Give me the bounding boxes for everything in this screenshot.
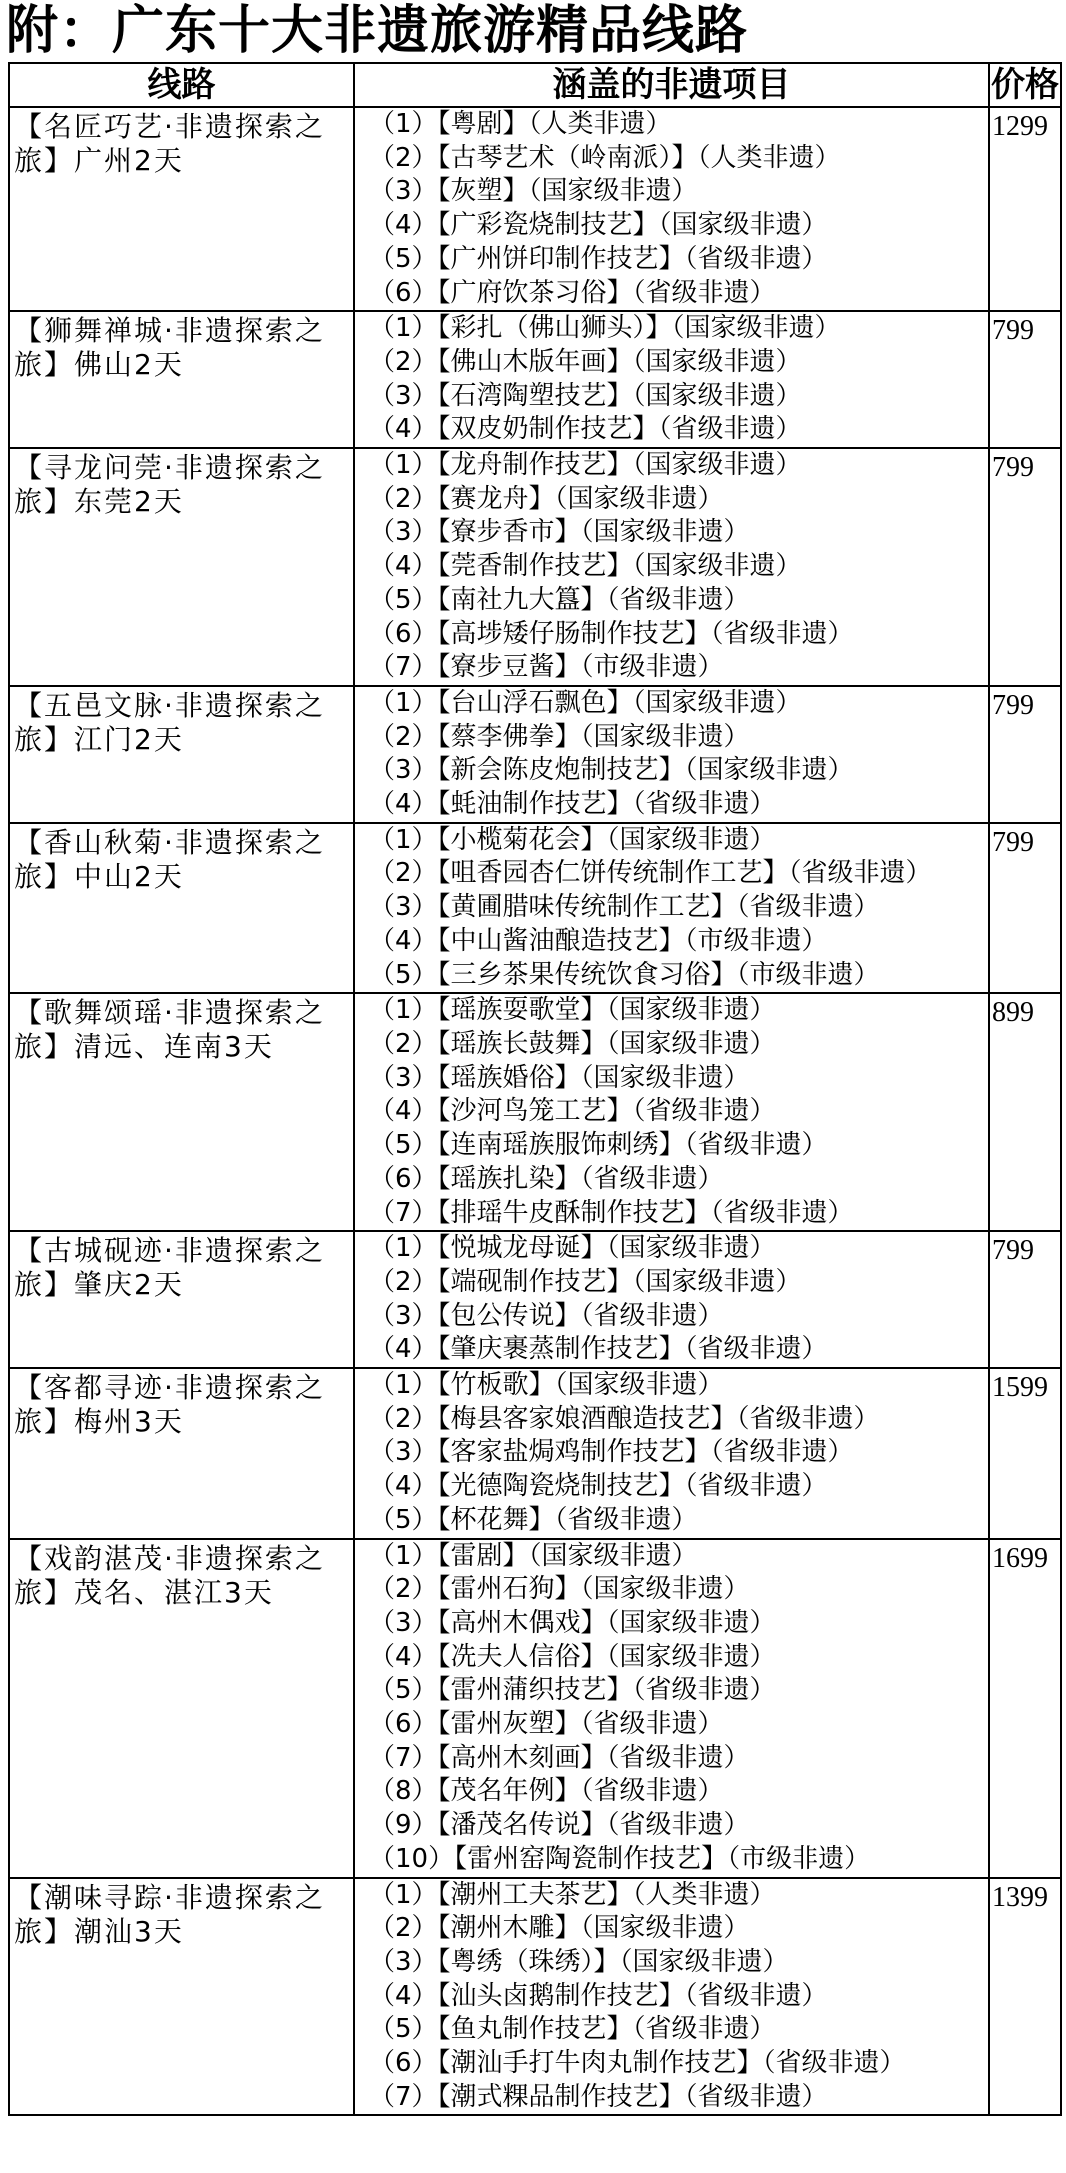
heritage-item: （1）【雷剧】（国家级非遗） (369, 1540, 698, 1571)
heritage-item: （2）【潮州木雕】（国家级非遗） (369, 1913, 750, 1944)
route-name: 【寻龙问莞·非遗探索之旅】东莞2天 (14, 451, 325, 519)
heritage-item: （6）【雷州灰塑】（省级非遗） (369, 1709, 724, 1740)
route-cell (9, 1539, 354, 1878)
price-value: 799 (992, 452, 1034, 484)
heritage-item: （3）【客家盐焗鸡制作技艺】（省级非遗） (369, 1437, 854, 1468)
heritage-items-list (355, 687, 988, 822)
price-cell (989, 311, 1061, 448)
heritage-item: （2）【佛山木版年画】（国家级非遗） (369, 346, 802, 377)
price-column-header: 价格 (991, 65, 1059, 105)
heritage-items-list (355, 994, 988, 1230)
table-row (9, 448, 1061, 686)
heritage-item: （3）【新会陈皮炮制技艺】（国家级非遗） (369, 755, 854, 786)
table-row (9, 993, 1061, 1231)
price-cell (989, 993, 1061, 1231)
heritage-item: （7）【高州木刻画】（省级非遗） (369, 1742, 750, 1773)
price-value: 799 (992, 826, 1034, 858)
heritage-item: （5）【连南瑶族服饰刺绣】（省级非遗） (369, 1130, 828, 1161)
heritage-item: （5）【雷州蒲织技艺】（省级非遗） (369, 1675, 776, 1706)
heritage-items-list (355, 1879, 988, 2115)
price-value: 1699 (992, 1542, 1048, 1574)
price-cell (989, 107, 1061, 311)
route-cell (9, 1231, 354, 1368)
heritage-item: （1）【潮州工夫茶艺】（人类非遗） (369, 1879, 776, 1910)
heritage-item: （2）【蔡李佛拳】（国家级非遗） (369, 721, 750, 752)
route-name: 【狮舞禅城·非遗探索之旅】佛山2天 (14, 314, 325, 382)
price-cell (989, 686, 1061, 823)
price-value: 799 (992, 689, 1034, 721)
heritage-item: （1）【龙舟制作技艺】（国家级非遗） (369, 450, 802, 481)
table-row (9, 686, 1061, 823)
route-cell (9, 823, 354, 994)
heritage-items-cell (354, 686, 989, 823)
heritage-item: （10）【雷州窑陶瓷制作技艺】（市级非遗） (369, 1843, 871, 1874)
heritage-item: （1）【台山浮石飘色】（国家级非遗） (369, 687, 802, 718)
heritage-item: （2）【瑶族长鼓舞】（国家级非遗） (369, 1028, 776, 1059)
route-cell (9, 1368, 354, 1539)
heritage-items-list (355, 1232, 988, 1367)
price-cell (989, 448, 1061, 686)
route-name: 【香山秋菊·非遗探索之旅】中山2天 (14, 825, 325, 893)
page-title: 附：广东十大非遗旅游精品线路 (6, 1, 749, 61)
table-row (9, 1231, 1061, 1368)
heritage-item: （7）【潮式粿品制作技艺】（省级非遗） (369, 2081, 828, 2112)
heritage-item: （4）【肇庆裹蒸制作技艺】（省级非遗） (369, 1334, 828, 1365)
heritage-items-list (355, 312, 988, 447)
route-cell (9, 1878, 354, 2116)
heritage-item: （6）【瑶族扎染】（省级非遗） (369, 1163, 724, 1194)
heritage-item: （3）【灰塑】（国家级非遗） (369, 176, 698, 207)
table-header-row (9, 63, 1061, 107)
price-cell (989, 1539, 1061, 1878)
route-name: 【五邑文脉·非遗探索之旅】江门2天 (14, 688, 325, 756)
route-name: 【歌舞颂瑶·非遗探索之旅】清远、连南3天 (14, 996, 325, 1064)
heritage-items-list (355, 449, 988, 685)
heritage-item: （5）【广州饼印制作技艺】（省级非遗） (369, 243, 828, 274)
heritage-item: （1）【瑶族耍歌堂】（国家级非遗） (369, 995, 776, 1026)
route-name: 【名匠巧艺·非遗探索之旅】广州2天 (14, 110, 325, 177)
heritage-items-list (355, 1369, 988, 1538)
price-cell (989, 1368, 1061, 1539)
price-cell (989, 1878, 1061, 2116)
heritage-item: （2）【咀香园杏仁饼传统制作工艺】（省级非遗） (369, 858, 932, 889)
heritage-item: （4）【莞香制作技艺】（国家级非遗） (369, 551, 802, 582)
route-cell (9, 993, 354, 1231)
heritage-items-cell (354, 1878, 989, 2116)
price-value: 1399 (992, 1881, 1048, 1913)
heritage-item: （4）【光德陶瓷烧制技艺】（省级非遗） (369, 1471, 828, 1502)
route-name: 【潮味寻踪·非遗探索之旅】潮汕3天 (14, 1880, 325, 1948)
heritage-items-list (355, 108, 988, 310)
items-column-header: 涵盖的非遗项目 (354, 63, 989, 107)
route-cell (9, 448, 354, 686)
route-name: 【戏韵湛茂·非遗探索之旅】茂名、湛江3天 (14, 1541, 325, 1609)
heritage-item: （8）【茂名年例】（省级非遗） (369, 1776, 724, 1807)
heritage-item: （5）【鱼丸制作技艺】（省级非遗） (369, 2014, 776, 2045)
heritage-item: （6）【高埗矮仔肠制作技艺】（省级非遗） (369, 618, 854, 649)
price-value: 799 (992, 315, 1034, 347)
heritage-item: （3）【寮步香市】（国家级非遗） (369, 517, 750, 548)
heritage-items-cell (354, 993, 989, 1231)
route-name: 【古城砚迹·非遗探索之旅】肇庆2天 (14, 1234, 325, 1302)
heritage-item: （3）【石湾陶塑技艺】（国家级非遗） (369, 380, 802, 411)
heritage-items-cell (354, 448, 989, 686)
heritage-item: （2）【古琴艺术（岭南派）】（人类非遗） (369, 142, 841, 173)
routes-table (8, 62, 1062, 2116)
heritage-item: （3）【黄圃腊味传统制作工艺】（省级非遗） (369, 892, 880, 923)
heritage-item: （4）【双皮奶制作技艺】（省级非遗） (369, 414, 802, 445)
route-column-header: 线路 (9, 63, 354, 107)
heritage-item: （6）【潮汕手打牛肉丸制作技艺】（省级非遗） (369, 2048, 906, 2079)
heritage-items-cell (354, 311, 989, 448)
heritage-item: （4）【冼夫人信俗】（国家级非遗） (369, 1641, 776, 1672)
heritage-item: （6）【广府饮茶习俗】（省级非遗） (369, 277, 776, 308)
route-name: 【客都寻迹·非遗探索之旅】梅州3天 (14, 1371, 325, 1439)
heritage-item: （7）【排瑶牛皮酥制作技艺】（省级非遗） (369, 1197, 854, 1228)
heritage-item: （1）【彩扎（佛山狮头）】（国家级非遗） (369, 313, 841, 344)
table-row (9, 1368, 1061, 1539)
table-row (9, 1539, 1061, 1878)
route-cell (9, 686, 354, 823)
routes-table-body (9, 107, 1061, 2115)
heritage-item: （4）【蚝油制作技艺】（省级非遗） (369, 789, 776, 820)
heritage-item: （3）【粤绣（珠绣）】（国家级非遗） (369, 1946, 789, 1977)
price-cell (989, 823, 1061, 994)
heritage-item: （2）【端砚制作技艺】（国家级非遗） (369, 1266, 802, 1297)
heritage-item: （2）【赛龙舟】（国家级非遗） (369, 483, 724, 514)
heritage-item: （1）【竹板歌】（国家级非遗） (369, 1370, 724, 1401)
heritage-item: （9）【潘茂名传说】（省级非遗） (369, 1810, 750, 1841)
table-row (9, 311, 1061, 448)
heritage-item: （2）【梅县客家娘酒酿造技艺】（省级非遗） (369, 1403, 880, 1434)
heritage-item: （4）【汕头卤鹅制作技艺】（省级非遗） (369, 1980, 828, 2011)
heritage-items-cell (354, 1539, 989, 1878)
heritage-items-cell (354, 107, 989, 311)
heritage-items-cell (354, 1231, 989, 1368)
heritage-items-list (355, 1540, 988, 1877)
heritage-item: （5）【杯花舞】（省级非遗） (369, 1504, 698, 1535)
heritage-item: （2）【雷州石狗】（国家级非遗） (369, 1574, 750, 1605)
heritage-item: （7）【寮步豆酱】（市级非遗） (369, 652, 724, 683)
heritage-item: （1）【粤剧】（人类非遗） (369, 109, 672, 139)
price-value: 1599 (992, 1372, 1048, 1404)
heritage-item: （4）【广彩瓷烧制技艺】（国家级非遗） (369, 210, 828, 241)
heritage-items-cell (354, 823, 989, 994)
table-row (9, 107, 1061, 311)
heritage-item: （5）【三乡茶果传统饮食习俗】（市级非遗） (369, 959, 880, 990)
heritage-item: （3）【高州木偶戏】（国家级非遗） (369, 1607, 776, 1638)
table-row (9, 823, 1061, 994)
heritage-item: （5）【南社九大簋】（省级非遗） (369, 584, 750, 615)
route-cell (9, 311, 354, 448)
price-value: 899 (992, 997, 1034, 1029)
heritage-item: （3）【包公传说】（省级非遗） (369, 1300, 724, 1331)
heritage-items-cell (354, 1368, 989, 1539)
heritage-items-list (355, 824, 988, 993)
heritage-item: （1）【小榄菊花会】（国家级非遗） (369, 824, 776, 855)
price-value: 1299 (992, 111, 1048, 142)
route-cell (9, 107, 354, 311)
heritage-item: （4）【沙河鸟笼工艺】（省级非遗） (369, 1096, 776, 1127)
price-value: 799 (992, 1235, 1034, 1267)
heritage-item: （3）【瑶族婚俗】（国家级非遗） (369, 1062, 750, 1093)
heritage-item: （1）【悦城龙母诞】（国家级非遗） (369, 1233, 776, 1264)
table-row (9, 1878, 1061, 2116)
heritage-item: （4）【中山酱油酿造技艺】（市级非遗） (369, 925, 828, 956)
price-cell (989, 1231, 1061, 1368)
